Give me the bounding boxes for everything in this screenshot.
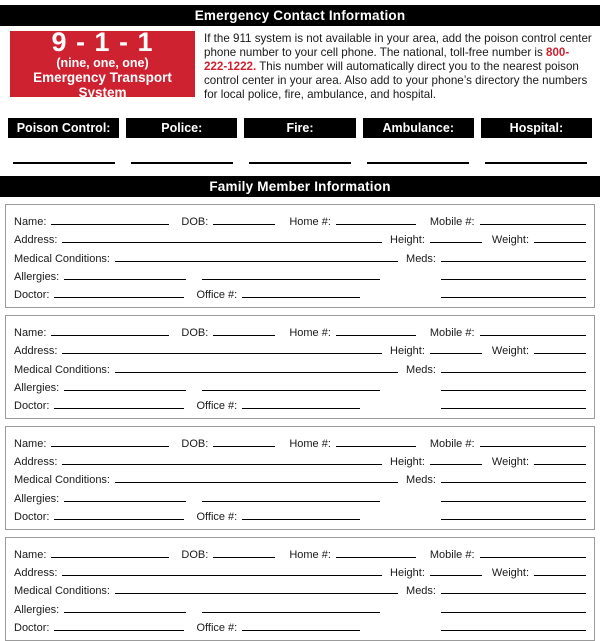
doctor-blank-line — [54, 408, 184, 409]
allergies-blank-line — [64, 390, 186, 391]
family-member-card — [5, 204, 595, 308]
intro-section — [10, 26, 592, 102]
member-row-address — [14, 561, 586, 579]
member-row-doctor — [14, 616, 586, 634]
home-phone-blank-line — [336, 557, 416, 558]
911-caption: Emergency Transport System — [33, 69, 172, 100]
family-member-card — [5, 426, 595, 530]
member-row-name — [14, 432, 586, 450]
911-number: 9 - 1 - 1 — [51, 26, 154, 57]
contact-label-hospital: Hospital: — [481, 118, 592, 138]
allergies-continuation-line — [202, 612, 380, 613]
allergies-blank-line — [64, 501, 186, 502]
medical-conditions-blank-line — [115, 593, 398, 594]
member-row-address — [14, 450, 586, 468]
address-blank-line — [62, 242, 382, 243]
contact-blank-line-hospital — [485, 162, 587, 164]
weight-label: Weight: — [491, 234, 529, 247]
member-row-allergies — [14, 265, 586, 283]
doctor-label: Doctor: — [14, 621, 50, 634]
contact-label-fire: Fire: — [244, 118, 355, 138]
member-row-doctor — [14, 505, 586, 523]
name-blank-line — [51, 446, 169, 447]
member-row-address — [14, 339, 586, 357]
office-phone-label: Office #: — [196, 510, 238, 523]
member-row-doctor — [14, 394, 586, 412]
contact-column-ambulance — [363, 118, 474, 164]
address-label: Address: — [14, 456, 58, 469]
dob-label: DOB: — [181, 549, 209, 561]
contact-blank-line-ambulance — [367, 162, 469, 164]
height-blank-line — [430, 353, 482, 354]
meds-continuation-line-1 — [441, 390, 586, 391]
meds-continuation-line-2 — [441, 408, 586, 409]
dob-label: DOB: — [181, 327, 209, 340]
poison-control-phone: 800-222-1222. — [204, 46, 570, 73]
home-phone-label: Home #: — [289, 327, 331, 340]
name-label: Name: — [14, 327, 47, 340]
dob-label: DOB: — [181, 438, 209, 451]
member-row-name — [14, 543, 586, 561]
911-phonetic: (nine, one, one) — [56, 55, 149, 70]
office-phone-label: Office #: — [196, 399, 238, 412]
mobile-phone-blank-line — [480, 224, 586, 225]
allergies-continuation-line — [202, 390, 380, 391]
medical-conditions-label: Medical Conditions: — [14, 585, 110, 598]
doctor-label: Doctor: — [14, 399, 50, 412]
home-phone-label: Home #: — [289, 438, 331, 451]
meds-continuation-line-2 — [441, 297, 586, 298]
allergies-label: Allergies: — [14, 381, 60, 394]
member-row-medical — [14, 357, 586, 375]
medical-conditions-label: Medical Conditions: — [14, 474, 110, 487]
address-blank-line — [62, 353, 382, 354]
member-row-medical — [14, 246, 586, 264]
weight-label: Weight: — [491, 456, 529, 469]
meds-label: Meds: — [406, 363, 436, 376]
mobile-phone-blank-line — [480, 557, 586, 558]
meds-blank-line — [441, 482, 586, 483]
weight-blank-line — [534, 575, 586, 576]
family-member-card — [5, 315, 595, 419]
height-blank-line — [430, 242, 482, 243]
home-phone-blank-line — [336, 335, 416, 336]
name-label: Name: — [14, 438, 47, 451]
address-label: Address: — [14, 567, 58, 580]
meds-label: Meds: — [406, 585, 436, 598]
member-row-allergies — [14, 597, 586, 615]
meds-blank-line — [441, 593, 586, 594]
mobile-phone-blank-line — [480, 446, 586, 447]
doctor-label: Doctor: — [14, 288, 50, 301]
address-label: Address: — [14, 345, 58, 358]
name-blank-line — [51, 224, 169, 225]
member-row-allergies — [14, 376, 586, 394]
home-phone-blank-line — [336, 224, 416, 225]
intro-text-before: If the 911 system is not available in your area, add the poison control center phone number to your cell phone. The national, toll-free number is — [204, 32, 592, 59]
page-title: Emergency Contact Information — [0, 5, 600, 26]
mobile-phone-blank-line — [480, 335, 586, 336]
family-member-card — [5, 537, 595, 641]
contact-blank-line-fire — [249, 162, 351, 164]
intro-paragraph — [204, 32, 592, 102]
member-row-medical — [14, 468, 586, 486]
mobile-phone-label: Mobile #: — [429, 549, 475, 561]
contact-blank-line-police — [131, 162, 233, 164]
dob-blank-line — [213, 446, 275, 447]
mobile-phone-label: Mobile #: — [429, 438, 475, 451]
home-phone-blank-line — [336, 446, 416, 447]
medical-conditions-label: Medical Conditions: — [14, 252, 110, 265]
mobile-phone-label: Mobile #: — [429, 327, 475, 340]
contact-column-hospital — [481, 118, 592, 164]
member-row-address — [14, 228, 586, 246]
emergency-911-box — [10, 26, 195, 100]
member-row-doctor — [14, 283, 586, 301]
allergies-blank-line — [64, 612, 186, 613]
home-phone-label: Home #: — [289, 216, 331, 229]
doctor-blank-line — [54, 297, 184, 298]
contact-column-fire — [244, 118, 355, 164]
member-row-name — [14, 321, 586, 339]
allergies-label: Allergies: — [14, 270, 60, 283]
doctor-blank-line — [54, 519, 184, 520]
height-label: Height: — [390, 234, 425, 247]
weight-blank-line — [534, 242, 586, 243]
address-label: Address: — [14, 234, 58, 247]
contact-column-police — [126, 118, 237, 164]
meds-continuation-line-2 — [441, 519, 586, 520]
home-phone-label: Home #: — [289, 549, 331, 561]
meds-continuation-line-2 — [441, 630, 586, 631]
contact-blank-line-poison-control — [13, 162, 115, 164]
weight-label: Weight: — [491, 345, 529, 358]
name-label: Name: — [14, 549, 47, 561]
member-row-allergies — [14, 486, 586, 504]
emergency-contacts-row — [8, 118, 592, 164]
member-row-name — [14, 210, 586, 228]
office-phone-label: Office #: — [196, 621, 238, 634]
weight-blank-line — [534, 353, 586, 354]
meds-label: Meds: — [406, 252, 436, 265]
member-row-medical — [14, 579, 586, 597]
medical-conditions-blank-line — [115, 372, 398, 373]
allergies-continuation-line — [202, 279, 380, 280]
allergies-label: Allergies: — [14, 603, 60, 616]
mobile-phone-label: Mobile #: — [429, 216, 475, 229]
medical-conditions-blank-line — [115, 482, 398, 483]
office-phone-blank-line — [242, 408, 360, 409]
meds-blank-line — [441, 372, 586, 373]
allergies-blank-line — [64, 279, 186, 280]
allergies-label: Allergies: — [14, 492, 60, 505]
meds-blank-line — [441, 261, 586, 262]
height-blank-line — [430, 575, 482, 576]
allergies-continuation-line — [202, 501, 380, 502]
name-label: Name: — [14, 216, 47, 229]
dob-blank-line — [213, 224, 275, 225]
dob-blank-line — [213, 335, 275, 336]
doctor-label: Doctor: — [14, 510, 50, 523]
meds-continuation-line-1 — [441, 279, 586, 280]
weight-blank-line — [534, 464, 586, 465]
height-label: Height: — [390, 345, 425, 358]
height-label: Height: — [390, 567, 425, 580]
meds-label: Meds: — [406, 474, 436, 487]
doctor-blank-line — [54, 630, 184, 631]
family-section-title: Family Member Information — [0, 176, 600, 197]
height-label: Height: — [390, 456, 425, 469]
contact-label-poison-control: Poison Control: — [8, 118, 119, 138]
contact-label-ambulance: Ambulance: — [363, 118, 474, 138]
office-phone-label: Office #: — [196, 288, 238, 301]
address-blank-line — [62, 575, 382, 576]
address-blank-line — [62, 464, 382, 465]
office-phone-blank-line — [242, 630, 360, 631]
medical-conditions-label: Medical Conditions: — [14, 363, 110, 376]
height-blank-line — [430, 464, 482, 465]
contact-label-police: Police: — [126, 118, 237, 138]
contact-column-poison-control — [8, 118, 119, 164]
intro-text-after: This number will automatically direct you to the nearest poison control center in your area. Also add to your phone’s directory the numbers for local police, fire, ambulance, and hospital. — [204, 60, 588, 101]
dob-blank-line — [213, 557, 275, 558]
dob-label: DOB: — [181, 216, 209, 229]
family-member-list — [0, 204, 600, 641]
name-blank-line — [51, 557, 169, 558]
name-blank-line — [51, 335, 169, 336]
meds-continuation-line-1 — [441, 501, 586, 502]
office-phone-blank-line — [242, 519, 360, 520]
office-phone-blank-line — [242, 297, 360, 298]
meds-continuation-line-1 — [441, 612, 586, 613]
weight-label: Weight: — [491, 567, 529, 580]
medical-conditions-blank-line — [115, 261, 398, 262]
